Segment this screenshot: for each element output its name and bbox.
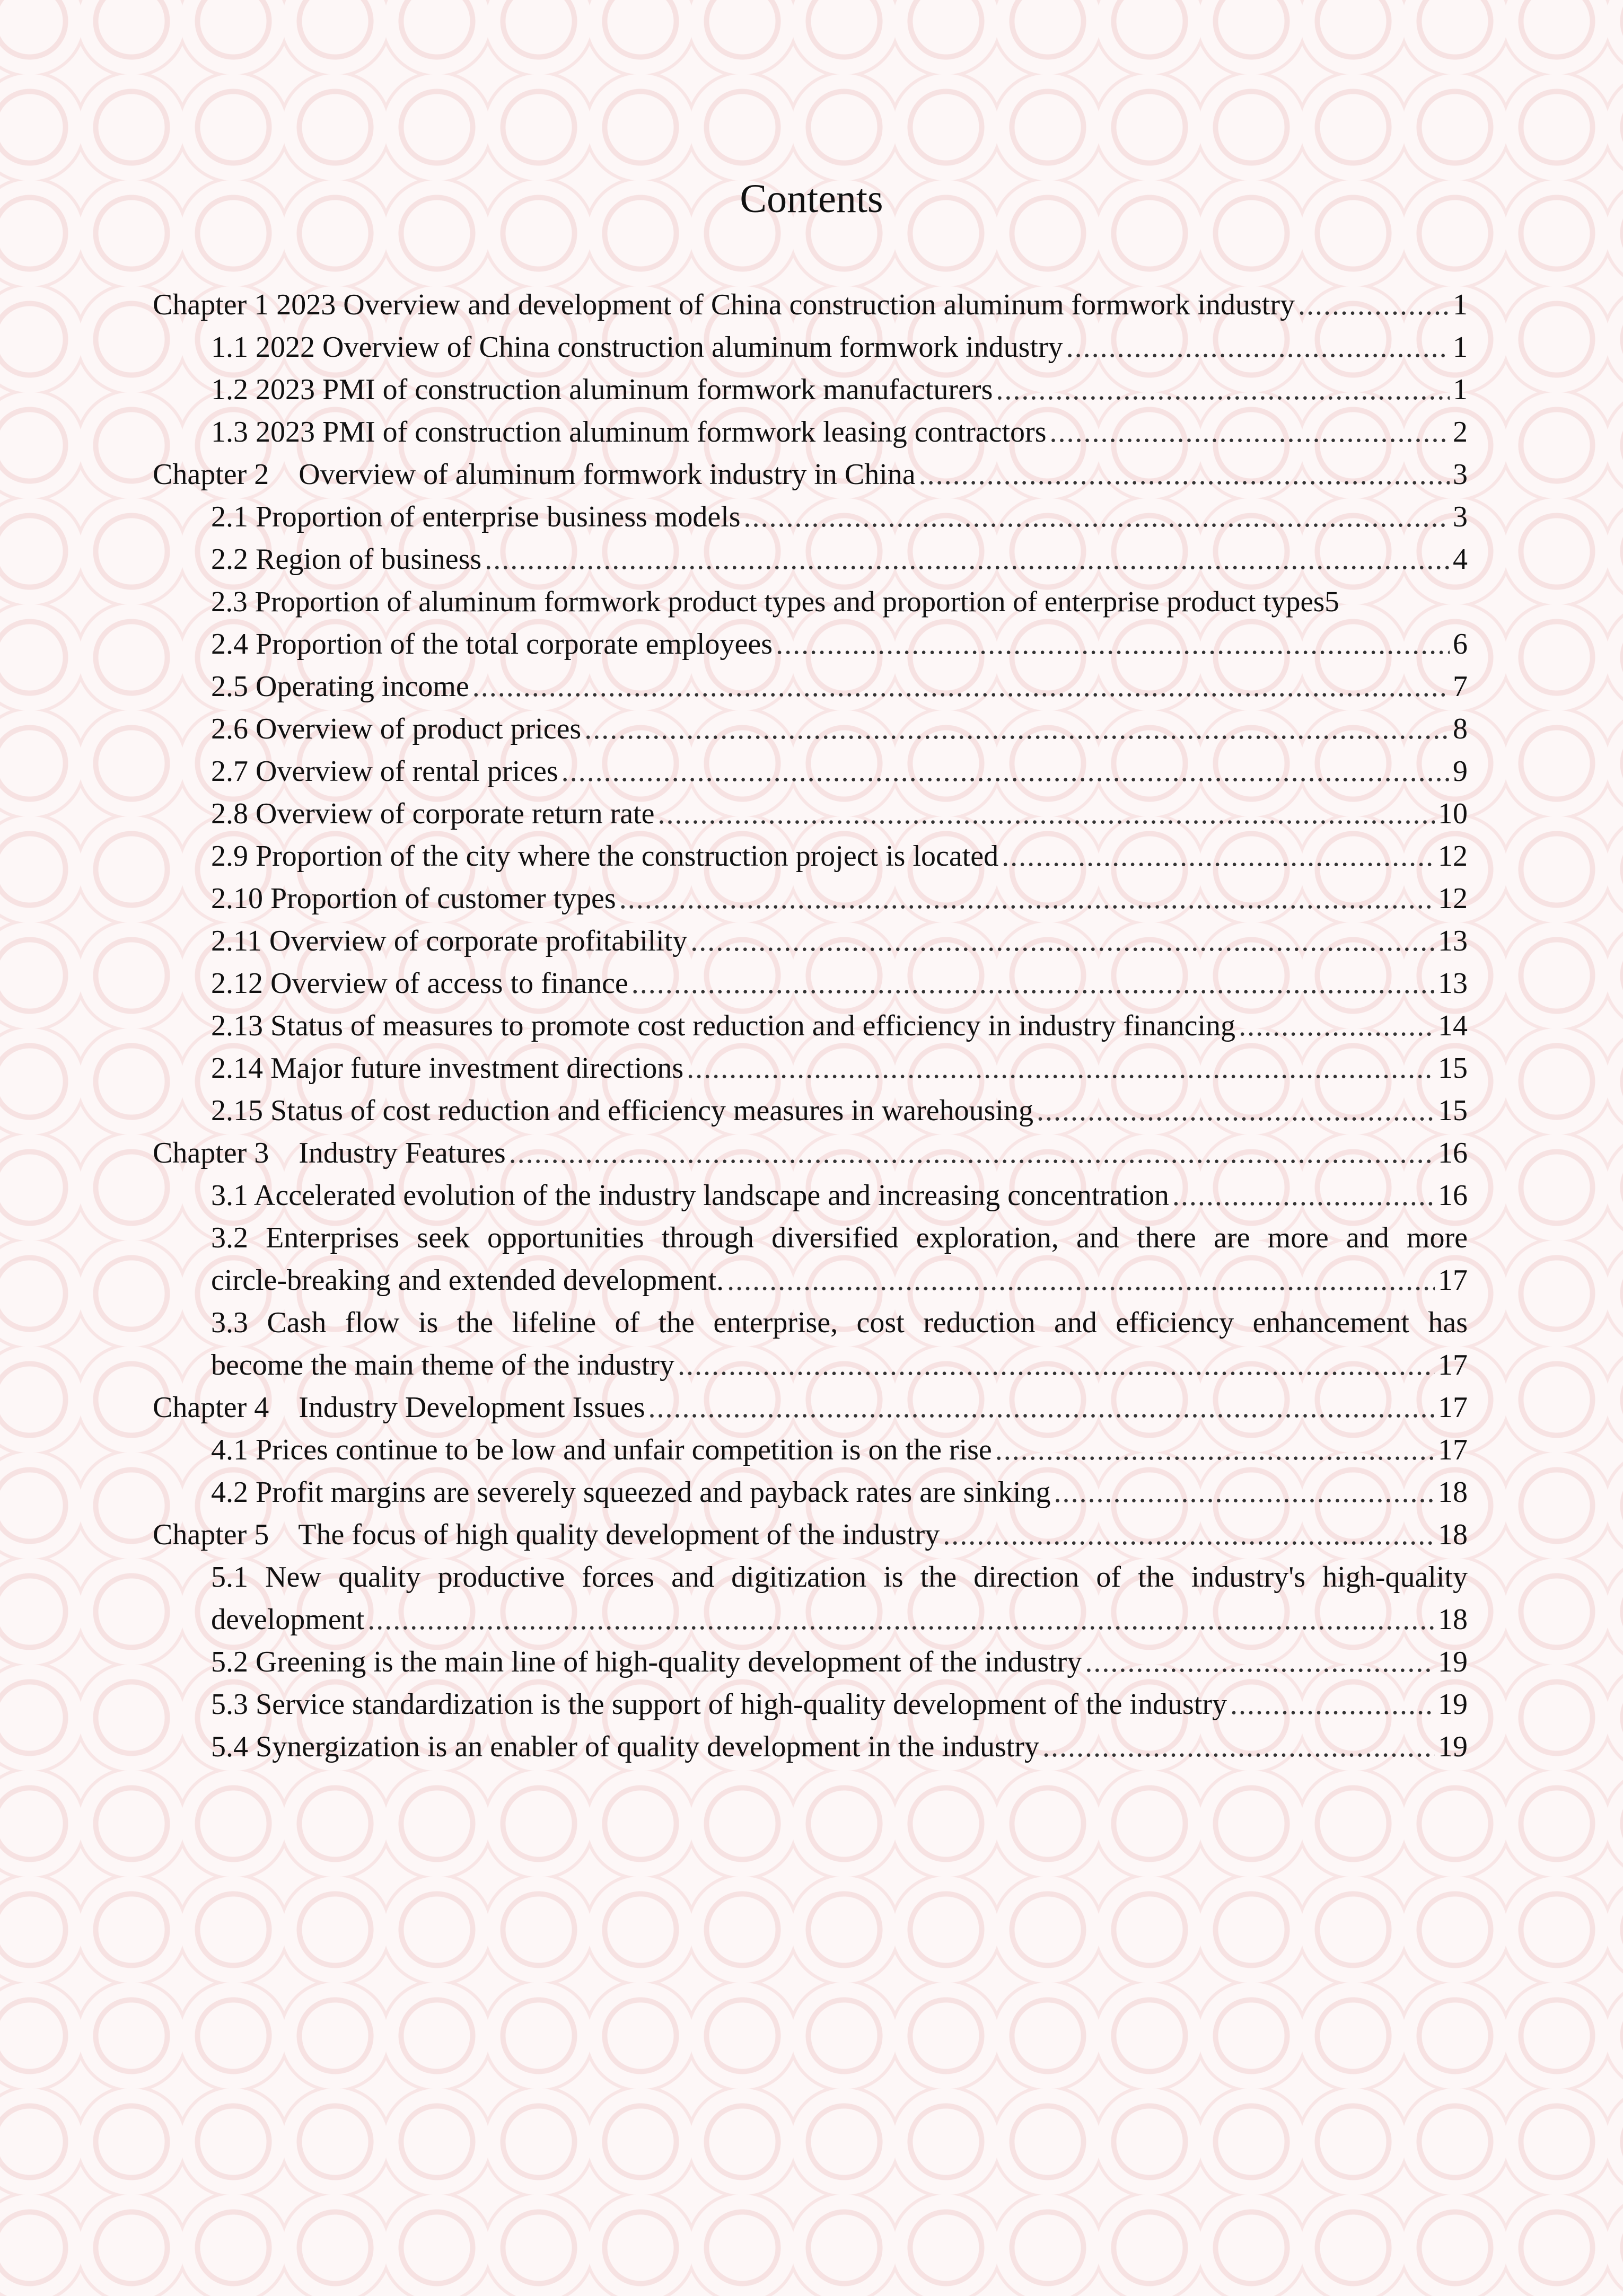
toc-page-number: 19 <box>1438 1730 1468 1763</box>
toc-entry-text: 2.6 Overview of product prices <box>211 712 582 745</box>
leader-dots <box>1172 1174 1435 1217</box>
toc-page-number: 16 <box>1438 1137 1468 1169</box>
toc-entry-text-line-1: 3.3 Cash flow is the lifeline of the enterprise, cost reduction and efficiency enhancement has <box>211 1306 1468 1339</box>
toc-entry-text: Chapter 2 Overview of aluminum formwork industry in China <box>153 458 916 491</box>
leader-dots <box>919 453 1450 496</box>
toc-entry-text: 1.3 2023 PMI of construction aluminum formwork leasing contractors <box>211 416 1047 448</box>
toc-page-number: 14 <box>1438 1009 1468 1042</box>
leader-dots <box>1054 1471 1435 1514</box>
toc-chapter-5[interactable] <box>153 1514 1468 1556</box>
toc-entry-text: 2.12 Overview of access to finance <box>211 967 628 1000</box>
toc-section-5-3[interactable] <box>153 1683 1468 1726</box>
leader-dots <box>776 623 1450 665</box>
toc-page-number: 15 <box>1438 1052 1468 1085</box>
leader-dots <box>690 920 1435 962</box>
leader-dots <box>509 1132 1435 1174</box>
toc-entry-text: 1.2 2023 PMI of construction aluminum formwork manufacturers <box>211 373 993 406</box>
toc-entry-text: 2.1 Proportion of enterprise business models <box>211 500 741 533</box>
leader-dots <box>744 496 1450 538</box>
toc-entry-text: 5.3 Service standardization is the support of high-quality development of the industry <box>211 1688 1227 1721</box>
toc-section-2-10[interactable] <box>153 877 1468 920</box>
toc-page-number: 18 <box>1438 1476 1468 1509</box>
toc-section-3-1[interactable] <box>153 1174 1468 1217</box>
toc-section-5-1[interactable] <box>153 1556 1468 1641</box>
toc-entry-text: 5.2 Greening is the main line of high-quality development of the industry <box>211 1646 1082 1678</box>
toc-entry-text: 5.4 Synergization is an enabler of quality development in the industry <box>211 1730 1039 1763</box>
toc-chapter-2[interactable] <box>153 453 1468 496</box>
toc-section-5-2[interactable] <box>153 1641 1468 1683</box>
toc-page-number: 2 <box>1453 416 1468 448</box>
toc-entry-text: 4.1 Prices continue to be low and unfair competition is on the rise <box>211 1433 992 1466</box>
toc-page-number: 4 <box>1453 543 1468 576</box>
toc-section-4-1[interactable] <box>153 1429 1468 1471</box>
toc-chapter-3[interactable] <box>153 1132 1468 1174</box>
leader-dots <box>1298 284 1450 326</box>
toc-section-2-6[interactable] <box>153 708 1468 750</box>
leader-dots <box>485 538 1450 580</box>
toc-page-number: 1 <box>1453 288 1468 321</box>
toc-chapter-1[interactable] <box>153 284 1468 326</box>
leader-dots <box>1002 835 1435 877</box>
toc-entry-text: 2.14 Major future investment directions <box>211 1052 684 1085</box>
toc-entry-text-line-2: become the main theme of the industry <box>211 1349 674 1382</box>
toc-entry-text-line-1: 5.1 New quality productive forces and digitization is the direction of the industry's high-quality <box>211 1561 1468 1594</box>
leader-dots <box>996 368 1450 411</box>
toc-section-2-12[interactable] <box>153 962 1468 1005</box>
toc-page-number: 9 <box>1453 755 1468 788</box>
toc-entry-text: 2.10 Proportion of customer types <box>211 882 616 915</box>
toc-entry-text: Chapter 4 Industry Development Issues <box>153 1391 645 1424</box>
toc-section-2-2[interactable] <box>153 538 1468 580</box>
leader-dots <box>1230 1683 1435 1726</box>
toc-section-3-3[interactable] <box>153 1301 1468 1386</box>
toc-page-number: 13 <box>1438 967 1468 1000</box>
toc-page-number: 17 <box>1438 1264 1468 1297</box>
toc-page-number: 10 <box>1438 797 1468 830</box>
toc-entry-text: Chapter 1 2023 Overview and development of China construction aluminum formwork industry <box>153 288 1295 321</box>
toc-page-number: 3 <box>1453 500 1468 533</box>
toc-section-2-9[interactable] <box>153 835 1468 877</box>
toc-page-number: 19 <box>1438 1646 1468 1678</box>
toc-entry-text: 2.4 Proportion of the total corporate employees <box>211 628 773 661</box>
toc-section-4-2[interactable] <box>153 1471 1468 1514</box>
toc-section-1-3[interactable] <box>153 411 1468 453</box>
leader-dots <box>631 962 1435 1005</box>
leader-dots <box>1050 411 1450 453</box>
leader-dots <box>727 1259 1435 1301</box>
toc-page-number: 17 <box>1438 1433 1468 1466</box>
toc-page-number: 18 <box>1438 1603 1468 1636</box>
leader-dots <box>1239 1005 1435 1047</box>
toc-section-2-4[interactable] <box>153 623 1468 665</box>
toc-section-2-7[interactable] <box>153 750 1468 793</box>
leader-dots <box>943 1514 1435 1556</box>
leader-dots <box>367 1598 1435 1641</box>
toc-section-3-2[interactable] <box>153 1217 1468 1301</box>
toc-section-2-11[interactable] <box>153 920 1468 962</box>
toc-page-number: 8 <box>1453 712 1468 745</box>
leader-dots <box>995 1429 1435 1471</box>
leader-dots <box>1042 1726 1435 1768</box>
toc-entry-text-line-2: circle-breaking and extended development. <box>211 1264 724 1297</box>
toc-page-number: 16 <box>1438 1179 1468 1212</box>
page-title: Contents <box>740 177 883 221</box>
leader-dots <box>562 750 1450 793</box>
toc-entry-text: 2.15 Status of cost reduction and efficiency measures in warehousing <box>211 1094 1033 1127</box>
toc-page-number: 12 <box>1438 882 1468 915</box>
table-of-contents <box>153 284 1468 1768</box>
toc-section-2-5[interactable] <box>153 665 1468 708</box>
toc-entry-text: 2.5 Operating income <box>211 670 469 703</box>
leader-dots <box>687 1047 1435 1089</box>
toc-page-number: 17 <box>1438 1391 1468 1424</box>
leader-dots <box>619 877 1435 920</box>
toc-entry-text: Chapter 3 Industry Features <box>153 1137 506 1169</box>
toc-section-1-1[interactable] <box>153 326 1468 368</box>
toc-section-2-15[interactable] <box>153 1089 1468 1132</box>
leader-dots <box>678 1344 1435 1386</box>
toc-section-2-14[interactable] <box>153 1047 1468 1089</box>
toc-chapter-4[interactable] <box>153 1386 1468 1429</box>
leader-dots <box>1066 326 1450 368</box>
toc-entry-text-line-2: development <box>211 1603 365 1636</box>
toc-section-1-2[interactable] <box>153 368 1468 411</box>
toc-section-2-1[interactable] <box>153 496 1468 538</box>
toc-page-number: 18 <box>1438 1518 1468 1551</box>
toc-page-number: 17 <box>1438 1349 1468 1382</box>
toc-section-2-13[interactable] <box>153 1005 1468 1047</box>
toc-page-number: 3 <box>1453 458 1468 491</box>
toc-entry-text: 2.3 Proportion of aluminum formwork product types and proportion of enterprise product types <box>211 585 1325 618</box>
toc-entry-text: 2.11 Overview of corporate profitability <box>211 925 688 957</box>
toc-page-number: 1 <box>1453 331 1468 364</box>
toc-entry-text: 2.2 Region of business <box>211 543 482 576</box>
toc-section-2-8[interactable] <box>153 793 1468 835</box>
leader-dots <box>658 793 1435 835</box>
toc-section-5-4[interactable] <box>153 1726 1468 1768</box>
toc-entry-text-line-1: 3.2 Enterprises seek opportunities through diversified exploration, and there are more and more <box>211 1221 1468 1254</box>
toc-entry-text: 2.7 Overview of rental prices <box>211 755 558 788</box>
toc-page-number: 6 <box>1453 628 1468 661</box>
toc-entry-text: 4.2 Profit margins are severely squeezed and payback rates are sinking <box>211 1476 1051 1509</box>
toc-page-number: 19 <box>1438 1688 1468 1721</box>
toc-page-number: 5 <box>1324 585 1339 618</box>
leader-dots <box>648 1386 1435 1429</box>
toc-entry-text: 3.1 Accelerated evolution of the industry landscape and increasing concentration <box>211 1179 1169 1212</box>
leader-dots <box>1085 1641 1435 1683</box>
toc-page-number: 12 <box>1438 840 1468 873</box>
toc-entry-text: 2.9 Proportion of the city where the construction project is located <box>211 840 999 873</box>
leader-dots <box>472 665 1450 708</box>
toc-page-number: 13 <box>1438 925 1468 957</box>
toc-entry-text: 1.1 2022 Overview of China construction aluminum formwork industry <box>211 331 1063 364</box>
leader-dots <box>1037 1089 1435 1132</box>
toc-section-2-3[interactable] <box>153 580 1468 623</box>
toc-entry-text: 2.8 Overview of corporate return rate <box>211 797 655 830</box>
leader-dots <box>584 708 1450 750</box>
toc-entry-text: Chapter 5 The focus of high quality development of the industry <box>153 1518 940 1551</box>
toc-entry-text: 2.13 Status of measures to promote cost reduction and efficiency in industry financing <box>211 1009 1236 1042</box>
toc-page-number: 1 <box>1453 373 1468 406</box>
toc-page-number: 7 <box>1453 670 1468 703</box>
toc-page-number: 15 <box>1438 1094 1468 1127</box>
